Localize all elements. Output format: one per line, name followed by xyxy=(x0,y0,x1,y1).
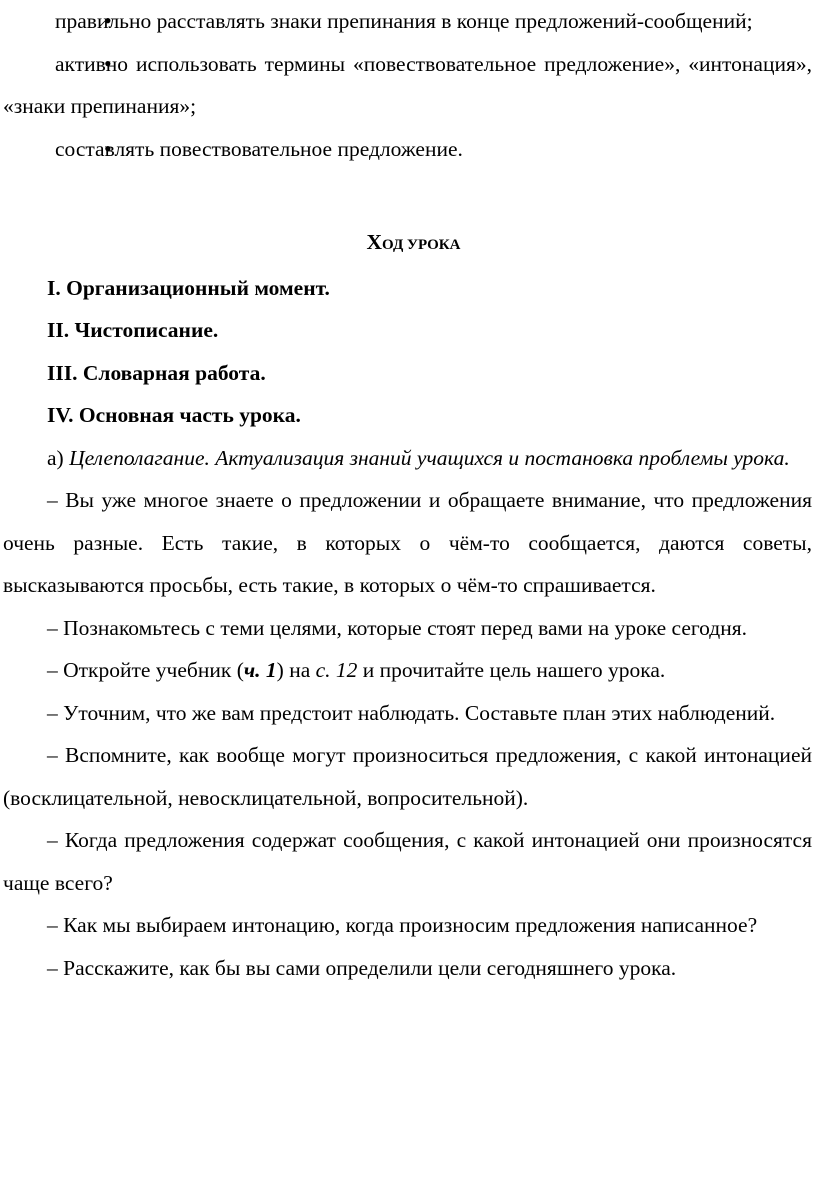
subsection-paragraph xyxy=(3,437,812,480)
paragraph: – Как мы выбираем интонацию, когда произносим предложения написанное? xyxy=(47,913,758,937)
heading-rest: ОД УРОКА xyxy=(382,237,461,253)
textbook-page: с. 12 xyxy=(315,658,358,682)
paragraph: – Вспомните, как вообще могут произноситься предложения, с какой интонацией (восклицательной, невосклицательной, вопросительной). xyxy=(3,743,812,810)
textbook-middle: ) на xyxy=(276,658,316,682)
paragraph: – Расскажите, как бы вы сами определили цели сегодняшнего урока. xyxy=(47,955,677,980)
bullet-item: • составлять повествовательное предложение. xyxy=(3,128,812,171)
textbook-before: – Откройте учебник ( xyxy=(47,658,244,682)
subsection-text: Целеполагание. Актуализация знаний учащихся и постановка проблемы урока. xyxy=(69,445,790,470)
textbook-after: и прочитайте цель нашего урока. xyxy=(357,658,666,682)
subsection-letter: а) xyxy=(47,445,64,470)
paragraph: – Когда предложения содержат сообщения, с какой интонацией они произносятся чаще всего? xyxy=(3,828,812,895)
textbook-paragraph xyxy=(3,649,812,692)
paragraph: – Познакомьтесь с теми целями, которые стоят перед вами на уроке сегодня. xyxy=(47,615,747,640)
section-title: I. Организационный момент. xyxy=(47,275,330,300)
heading-first-letter: Х xyxy=(366,230,383,254)
section-title: II. Чистописание. xyxy=(47,318,219,342)
section-title: IV. Основная часть урока. xyxy=(47,403,301,427)
section-title: III. Словарная работа. xyxy=(47,360,266,385)
spacer xyxy=(3,170,812,221)
lesson-heading xyxy=(3,221,812,267)
paragraph: – Уточним, что же вам предстоит наблюдать. Составьте план этих наблюдений. xyxy=(47,700,776,725)
bullet-item: • правильно расставлять знаки препинания в конце предложений-сообщений; xyxy=(3,0,812,43)
textbook-part: ч. 1 xyxy=(243,658,277,682)
paragraph: – Вы уже многое знаете о предложении и обращаете внимание, что предложения очень разные. Есть такие, в которых о чём-то сообщается, даются советы, высказываются просьбы, есть такие, в которых о чём-то спрашивается. xyxy=(3,488,812,597)
bullet-item: • активно использовать термины «повествовательное предложение», «интонация», «знаки препинания»; xyxy=(3,43,812,128)
